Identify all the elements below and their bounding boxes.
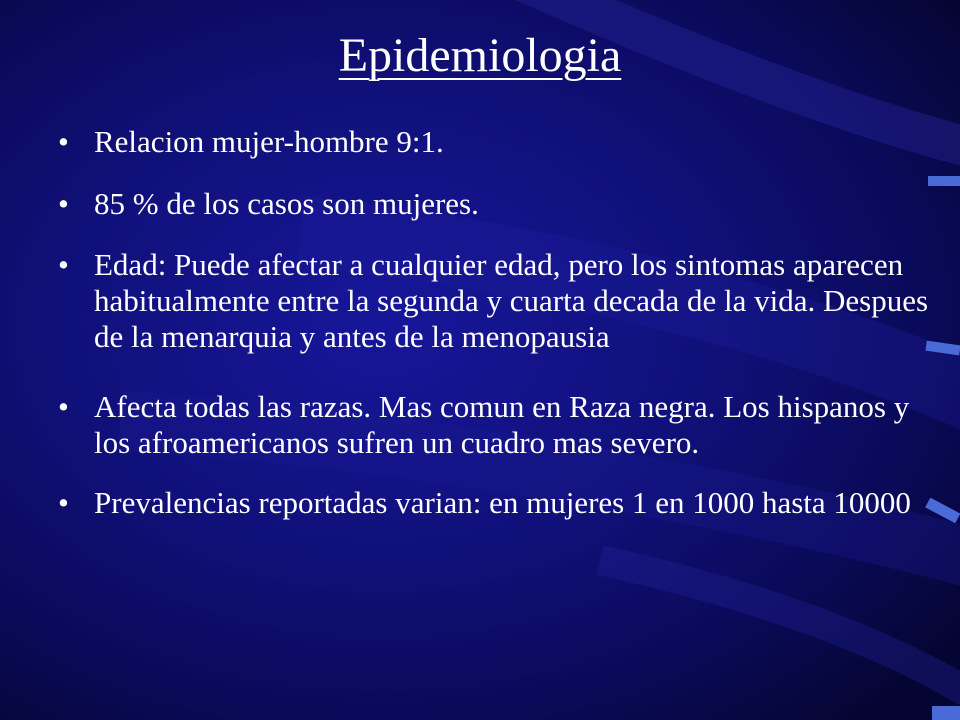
bullet-dot-icon: • [58,389,69,424]
bullet-dot-icon: • [58,186,69,221]
slide-title: Epidemiologia [338,29,622,82]
bullet-dot-icon: • [58,485,69,520]
bullet-text: Edad: Puede afectar a cualquier edad, pero los sintomas aparecen habitualmente entre la segunda y cuarta decada de la vida. Despues de la menarquia y antes de la menopausia [94,247,929,354]
bullet-item [58,124,938,160]
bullet-item [58,389,938,461]
bullet-text: Afecta todas las razas. Mas comun en Raza negra. Los hispanos y los afroamericanos sufren un cuadro mas severo. [94,389,910,460]
bullet-list [58,124,938,521]
bullet-item [58,186,938,222]
bullet-text: Relacion mujer-hombre 9:1. [94,124,444,159]
bullet-text: 85 % de los casos son mujeres. [94,186,479,221]
bullet-item [58,485,938,521]
bullet-dot-icon: • [58,124,69,159]
bullet-text: Prevalencias reportadas varian: en mujeres 1 en 1000 hasta 10000 [94,485,911,520]
bullet-item [58,247,938,355]
bullet-dot-icon: • [58,247,69,282]
